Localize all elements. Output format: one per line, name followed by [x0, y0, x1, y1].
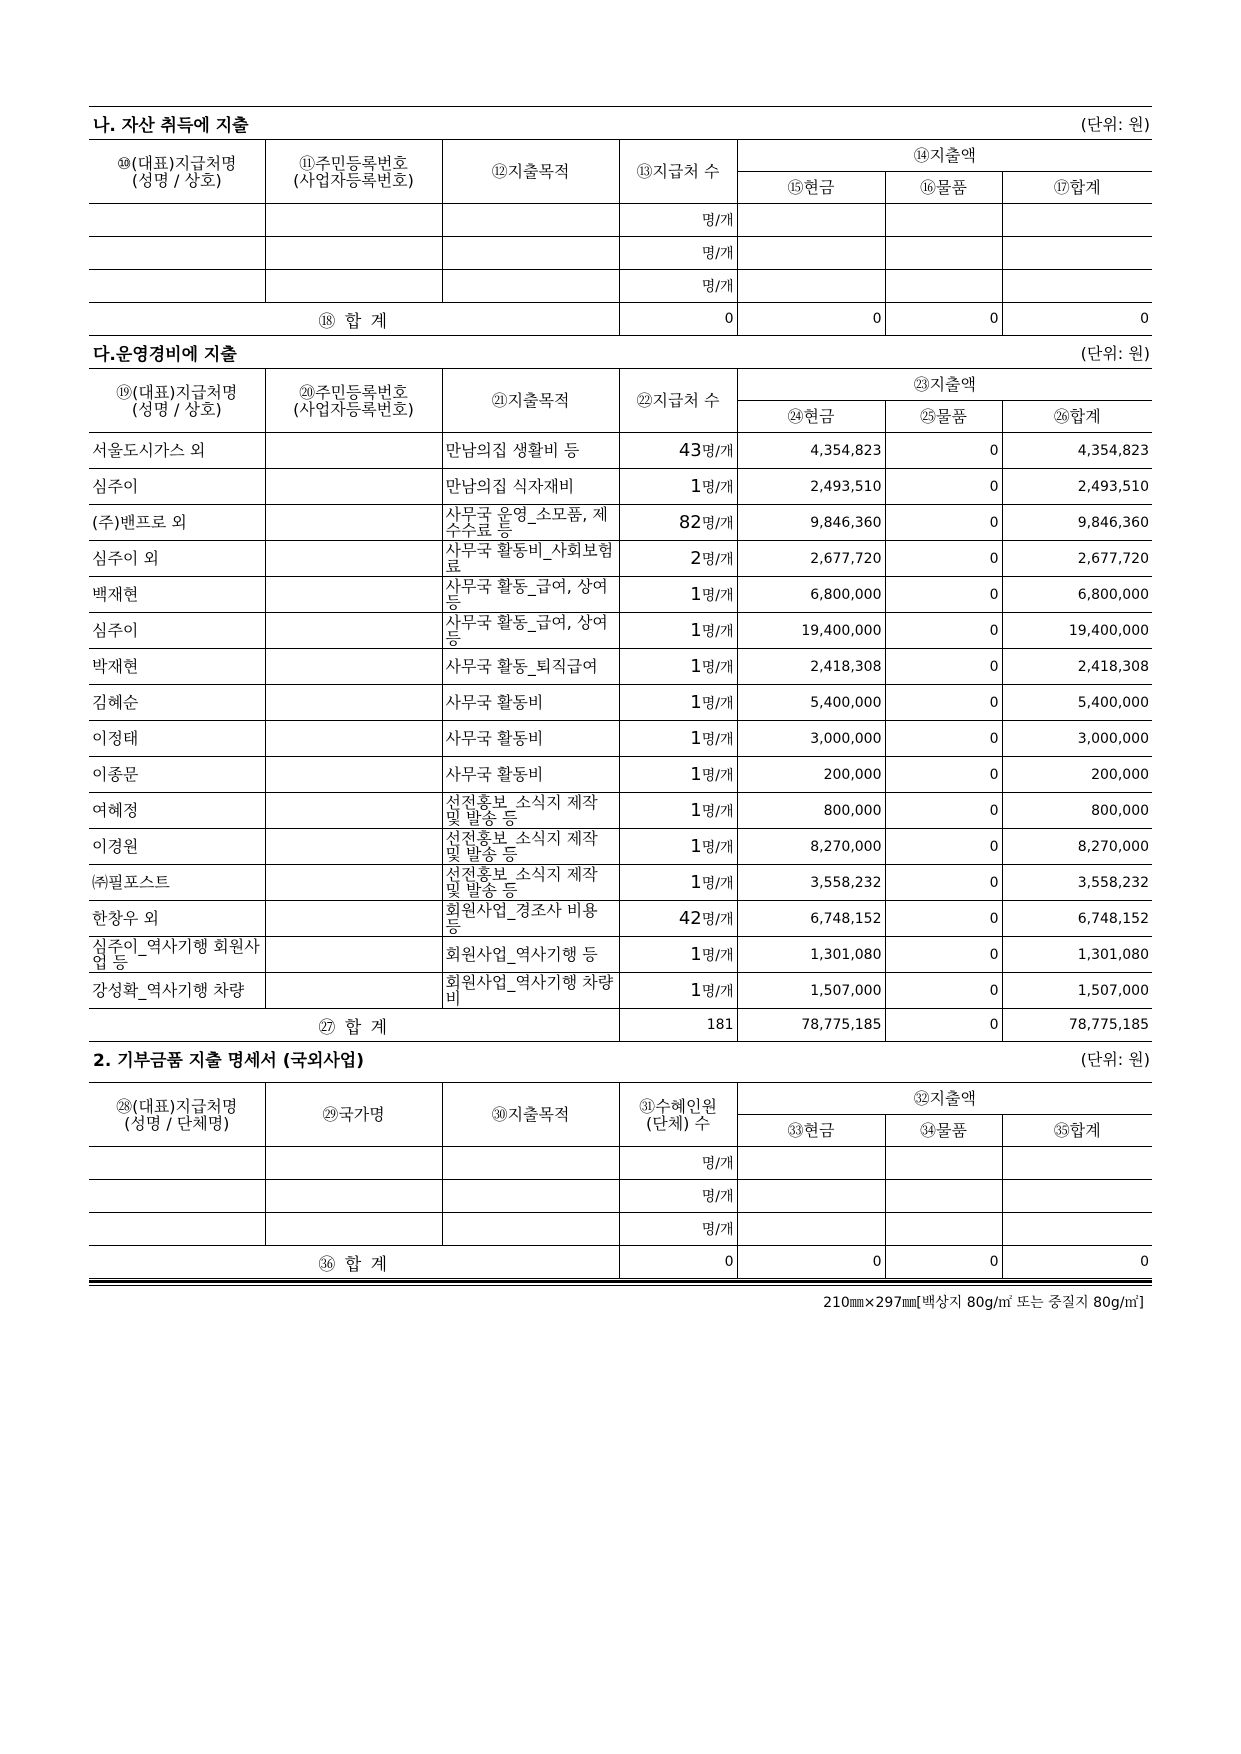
purpose-cell: 선전홍보_소식지 제작 및 발송 등	[442, 793, 619, 829]
table-row	[89, 865, 1152, 901]
table-row	[89, 469, 1152, 505]
payee-cell: 백재현	[89, 577, 265, 613]
total-label: ⑱ 합 계	[89, 303, 619, 336]
cash-cell: 6,800,000	[737, 577, 885, 613]
header-purpose: ㉚지출목적	[442, 1083, 619, 1147]
section-a-unit: (단위: 원)	[1080, 114, 1150, 134]
regno-cell	[265, 793, 442, 829]
sum-cell: 2,493,510	[1002, 469, 1152, 505]
count-value: 2	[690, 548, 702, 569]
count-value: 1	[690, 620, 702, 641]
count-value: 1	[690, 476, 702, 497]
count-value: 1	[690, 944, 702, 965]
bottom-rule	[89, 1280, 1152, 1283]
sum-cell: 6,800,000	[1002, 577, 1152, 613]
total-goods: 0	[885, 303, 1002, 336]
count-unit: 명/개	[701, 480, 734, 496]
count-unit: 명/개	[701, 246, 734, 262]
total-row	[89, 1246, 1152, 1279]
header-purpose: ㉑지출목적	[442, 369, 619, 433]
section-c-title: 2. 기부금품 지출 명세서 (국외사업)	[93, 1050, 364, 1071]
count-unit: 명/개	[701, 444, 734, 460]
payee-cell: 한창우 외	[89, 901, 265, 937]
payee-cell: 이종문	[89, 757, 265, 793]
section-b-header	[89, 336, 1152, 368]
cash-cell: 3,000,000	[737, 721, 885, 757]
total-row	[89, 1009, 1152, 1042]
cash-cell: 800,000	[737, 793, 885, 829]
table-row	[89, 1180, 1152, 1213]
count-unit: 명/개	[701, 552, 734, 568]
table-row	[89, 613, 1152, 649]
payee-cell: 박재현	[89, 649, 265, 685]
goods-cell: 0	[885, 577, 1002, 613]
count-cell	[619, 649, 737, 685]
purpose-cell: 만남의집 생활비 등	[442, 433, 619, 469]
sum-cell: 2,677,720	[1002, 541, 1152, 577]
count-unit: 명/개	[701, 984, 734, 1000]
count-unit: 명/개	[701, 732, 734, 748]
purpose-cell: 사무국 활동_퇴직급여	[442, 649, 619, 685]
regno-cell	[265, 901, 442, 937]
paper-spec-footer: 210㎜×297㎜[백상지 80g/㎡ 또는 중질지 80g/㎡]	[823, 1295, 1144, 1311]
header-goods: ㉕물품	[885, 401, 1002, 433]
cash-cell: 9,846,360	[737, 505, 885, 541]
count-cell	[619, 685, 737, 721]
section-b-rows	[89, 433, 1152, 1009]
count-unit: 명/개	[701, 660, 734, 676]
header-country: ㉙국가명	[265, 1083, 442, 1147]
table-row	[89, 649, 1152, 685]
count-unit: 명/개	[701, 588, 734, 604]
count-unit: 명/개	[701, 912, 734, 928]
count-cell	[619, 505, 737, 541]
count-cell	[619, 865, 737, 901]
count-unit: 명/개	[701, 516, 734, 532]
count-cell	[619, 829, 737, 865]
goods-cell: 0	[885, 721, 1002, 757]
regno-cell	[265, 613, 442, 649]
header-payee: ㉘(대표)지급처명 (성명 / 단체명)	[89, 1083, 265, 1147]
table-row	[89, 237, 1152, 270]
goods-cell: 0	[885, 613, 1002, 649]
header-cash: ⑮현금	[737, 172, 885, 204]
count-value: 1	[690, 800, 702, 821]
sum-cell: 1,507,000	[1002, 973, 1152, 1009]
total-goods: 0	[885, 1009, 1002, 1042]
regno-cell	[265, 577, 442, 613]
table-row	[89, 685, 1152, 721]
table-row	[89, 793, 1152, 829]
goods-cell: 0	[885, 685, 1002, 721]
payee-cell: 심주이_역사기행 회원사업 등	[89, 937, 265, 973]
payee-cell: 김혜순	[89, 685, 265, 721]
regno-cell	[265, 757, 442, 793]
sum-cell: 1,301,080	[1002, 937, 1152, 973]
purpose-cell: 사무국 활동비	[442, 721, 619, 757]
header-regno: ⑪주민등록번호 (사업자등록번호)	[265, 140, 442, 204]
table-row	[89, 937, 1152, 973]
table-row	[89, 829, 1152, 865]
total-count: 181	[619, 1009, 737, 1042]
header-count: ㉒지급처 수	[619, 369, 737, 433]
count-value: 1	[690, 656, 702, 677]
sum-cell: 800,000	[1002, 793, 1152, 829]
sum-cell: 5,400,000	[1002, 685, 1152, 721]
payee-cell: 심주이	[89, 469, 265, 505]
cash-cell: 1,301,080	[737, 937, 885, 973]
count-value: 1	[690, 692, 702, 713]
total-cash: 78,775,185	[737, 1009, 885, 1042]
regno-cell	[265, 541, 442, 577]
sum-cell: 19,400,000	[1002, 613, 1152, 649]
count-value: 1	[690, 872, 702, 893]
count-value: 1	[690, 980, 702, 1001]
count-cell	[619, 721, 737, 757]
regno-cell	[265, 721, 442, 757]
count-cell	[619, 901, 737, 937]
count-cell	[619, 757, 737, 793]
cash-cell: 2,418,308	[737, 649, 885, 685]
purpose-cell: 사무국 활동비_사회보험료	[442, 541, 619, 577]
count-unit: 명/개	[701, 768, 734, 784]
purpose-cell: 사무국 활동비	[442, 757, 619, 793]
table-row	[89, 1147, 1152, 1180]
payee-cell: (주)밴프로 외	[89, 505, 265, 541]
total-count: 0	[619, 1246, 737, 1279]
purpose-cell: 만남의집 식자재비	[442, 469, 619, 505]
bottom-rule-thin	[89, 1285, 1152, 1286]
total-cash: 0	[737, 303, 885, 336]
section-c-header	[89, 1042, 1152, 1074]
cash-cell: 3,558,232	[737, 865, 885, 901]
table-row	[89, 721, 1152, 757]
count-value: 1	[690, 584, 702, 605]
purpose-cell: 사무국 활동비	[442, 685, 619, 721]
header-sum: ㉖합계	[1002, 401, 1152, 433]
payee-cell: 심주이	[89, 613, 265, 649]
table-row	[89, 433, 1152, 469]
payee-cell: 여혜정	[89, 793, 265, 829]
table-row	[89, 973, 1152, 1009]
sum-cell: 8,270,000	[1002, 829, 1152, 865]
count-unit: 명/개	[701, 696, 734, 712]
header-payee: ⑲(대표)지급처명 (성명 / 상호)	[89, 369, 265, 433]
cash-cell: 1,507,000	[737, 973, 885, 1009]
cash-cell: 6,748,152	[737, 901, 885, 937]
total-sum: 78,775,185	[1002, 1009, 1152, 1042]
sum-cell: 200,000	[1002, 757, 1152, 793]
goods-cell: 0	[885, 757, 1002, 793]
header-purpose: ⑫지출목적	[442, 140, 619, 204]
count-unit: 명/개	[701, 213, 734, 229]
sum-cell: 4,354,823	[1002, 433, 1152, 469]
purpose-cell: 회원사업_경조사 비용 등	[442, 901, 619, 937]
count-cell	[619, 937, 737, 973]
count-cell	[619, 973, 737, 1009]
regno-cell	[265, 433, 442, 469]
count-value: 1	[690, 728, 702, 749]
table-row	[89, 204, 1152, 237]
goods-cell: 0	[885, 469, 1002, 505]
total-label: ㉗ 합 계	[89, 1009, 619, 1042]
total-sum: 0	[1002, 303, 1152, 336]
payee-cell: 강성확_역사기행 차량	[89, 973, 265, 1009]
sum-cell: 6,748,152	[1002, 901, 1152, 937]
count-unit: 명/개	[701, 804, 734, 820]
goods-cell: 0	[885, 649, 1002, 685]
count-cell	[619, 541, 737, 577]
count-cell	[619, 433, 737, 469]
cash-cell: 19,400,000	[737, 613, 885, 649]
header-count: ㉛수혜인원 (단체) 수	[619, 1083, 737, 1147]
sum-cell: 3,558,232	[1002, 865, 1152, 901]
total-sum: 0	[1002, 1246, 1152, 1279]
regno-cell	[265, 937, 442, 973]
count-value: 1	[690, 764, 702, 785]
regno-cell	[265, 973, 442, 1009]
regno-cell	[265, 649, 442, 685]
cash-cell: 200,000	[737, 757, 885, 793]
payee-cell: 이정태	[89, 721, 265, 757]
header-goods: ㉞물품	[885, 1115, 1002, 1147]
header-amount: ㉓지출액	[737, 369, 1152, 401]
count-value: 1	[690, 836, 702, 857]
section-b-unit: (단위: 원)	[1080, 343, 1150, 363]
goods-cell: 0	[885, 829, 1002, 865]
count-value: 82	[678, 512, 702, 533]
goods-cell: 0	[885, 937, 1002, 973]
sum-cell: 3,000,000	[1002, 721, 1152, 757]
table-row	[89, 577, 1152, 613]
cash-cell: 5,400,000	[737, 685, 885, 721]
cash-cell: 4,354,823	[737, 433, 885, 469]
count-value: 42	[678, 908, 702, 929]
header-amount: ⑭지출액	[737, 140, 1152, 172]
total-row	[89, 303, 1152, 336]
payee-cell: 심주이 외	[89, 541, 265, 577]
section-c-table	[89, 1082, 1152, 1279]
regno-cell	[265, 865, 442, 901]
goods-cell: 0	[885, 433, 1002, 469]
sum-cell: 2,418,308	[1002, 649, 1152, 685]
total-count: 0	[619, 303, 737, 336]
header-sum: ㉟합계	[1002, 1115, 1152, 1147]
count-value: 43	[678, 440, 702, 461]
sum-cell: 9,846,360	[1002, 505, 1152, 541]
header-payee: ⑩(대표)지급처명 (성명 / 상호)	[89, 140, 265, 204]
section-b-title: 다.운영경비에 지출	[93, 344, 237, 365]
goods-cell: 0	[885, 541, 1002, 577]
goods-cell: 0	[885, 973, 1002, 1009]
count-unit: 명/개	[701, 1222, 734, 1238]
count-unit: 명/개	[701, 948, 734, 964]
header-regno: ⑳주민등록번호 (사업자등록번호)	[265, 369, 442, 433]
header-amount: ㉜지출액	[737, 1083, 1152, 1115]
goods-cell: 0	[885, 505, 1002, 541]
payee-cell: ㈜필포스트	[89, 865, 265, 901]
table-row	[89, 901, 1152, 937]
total-label: ㊱ 합 계	[89, 1246, 619, 1279]
table-row	[89, 757, 1152, 793]
count-unit: 명/개	[701, 876, 734, 892]
header-sum: ⑰합계	[1002, 172, 1152, 204]
count-cell	[619, 793, 737, 829]
count-unit: 명/개	[701, 624, 734, 640]
header-count: ⑬지급처 수	[619, 140, 737, 204]
total-cash: 0	[737, 1246, 885, 1279]
header-cash: ㉝현금	[737, 1115, 885, 1147]
count-unit: 명/개	[701, 840, 734, 856]
section-a-header	[89, 107, 1152, 139]
section-a-title: 나. 자산 취득에 지출	[93, 115, 249, 136]
section-c-unit: (단위: 원)	[1080, 1049, 1150, 1069]
cash-cell: 2,677,720	[737, 541, 885, 577]
regno-cell	[265, 685, 442, 721]
cash-cell: 2,493,510	[737, 469, 885, 505]
regno-cell	[265, 469, 442, 505]
purpose-cell: 선전홍보_소식지 제작 및 발송 등	[442, 829, 619, 865]
goods-cell: 0	[885, 793, 1002, 829]
count-cell	[619, 469, 737, 505]
purpose-cell: 선전홍보_소식지 제작 및 발송 등	[442, 865, 619, 901]
table-row	[89, 541, 1152, 577]
payee-cell: 서울도시가스 외	[89, 433, 265, 469]
count-cell	[619, 613, 737, 649]
table-row	[89, 270, 1152, 303]
goods-cell: 0	[885, 865, 1002, 901]
count-unit: 명/개	[701, 1189, 734, 1205]
goods-cell: 0	[885, 901, 1002, 937]
count-unit: 명/개	[701, 279, 734, 295]
total-goods: 0	[885, 1246, 1002, 1279]
section-b-table	[89, 368, 1152, 1042]
table-row	[89, 1213, 1152, 1246]
purpose-cell: 사무국 활동_급여, 상여 등	[442, 577, 619, 613]
purpose-cell: 사무국 활동_급여, 상여 등	[442, 613, 619, 649]
section-a-table	[89, 139, 1152, 336]
payee-cell: 이경원	[89, 829, 265, 865]
purpose-cell: 회원사업_역사기행 차량비	[442, 973, 619, 1009]
cash-cell: 8,270,000	[737, 829, 885, 865]
purpose-cell: 사무국 운영_소모품, 제 수수료 등	[442, 505, 619, 541]
count-unit: 명/개	[701, 1156, 734, 1172]
purpose-cell: 회원사업_역사기행 등	[442, 937, 619, 973]
table-row	[89, 505, 1152, 541]
header-goods: ⑯물품	[885, 172, 1002, 204]
regno-cell	[265, 829, 442, 865]
header-cash: ㉔현금	[737, 401, 885, 433]
document-page	[89, 106, 1152, 1312]
regno-cell	[265, 505, 442, 541]
count-cell	[619, 577, 737, 613]
